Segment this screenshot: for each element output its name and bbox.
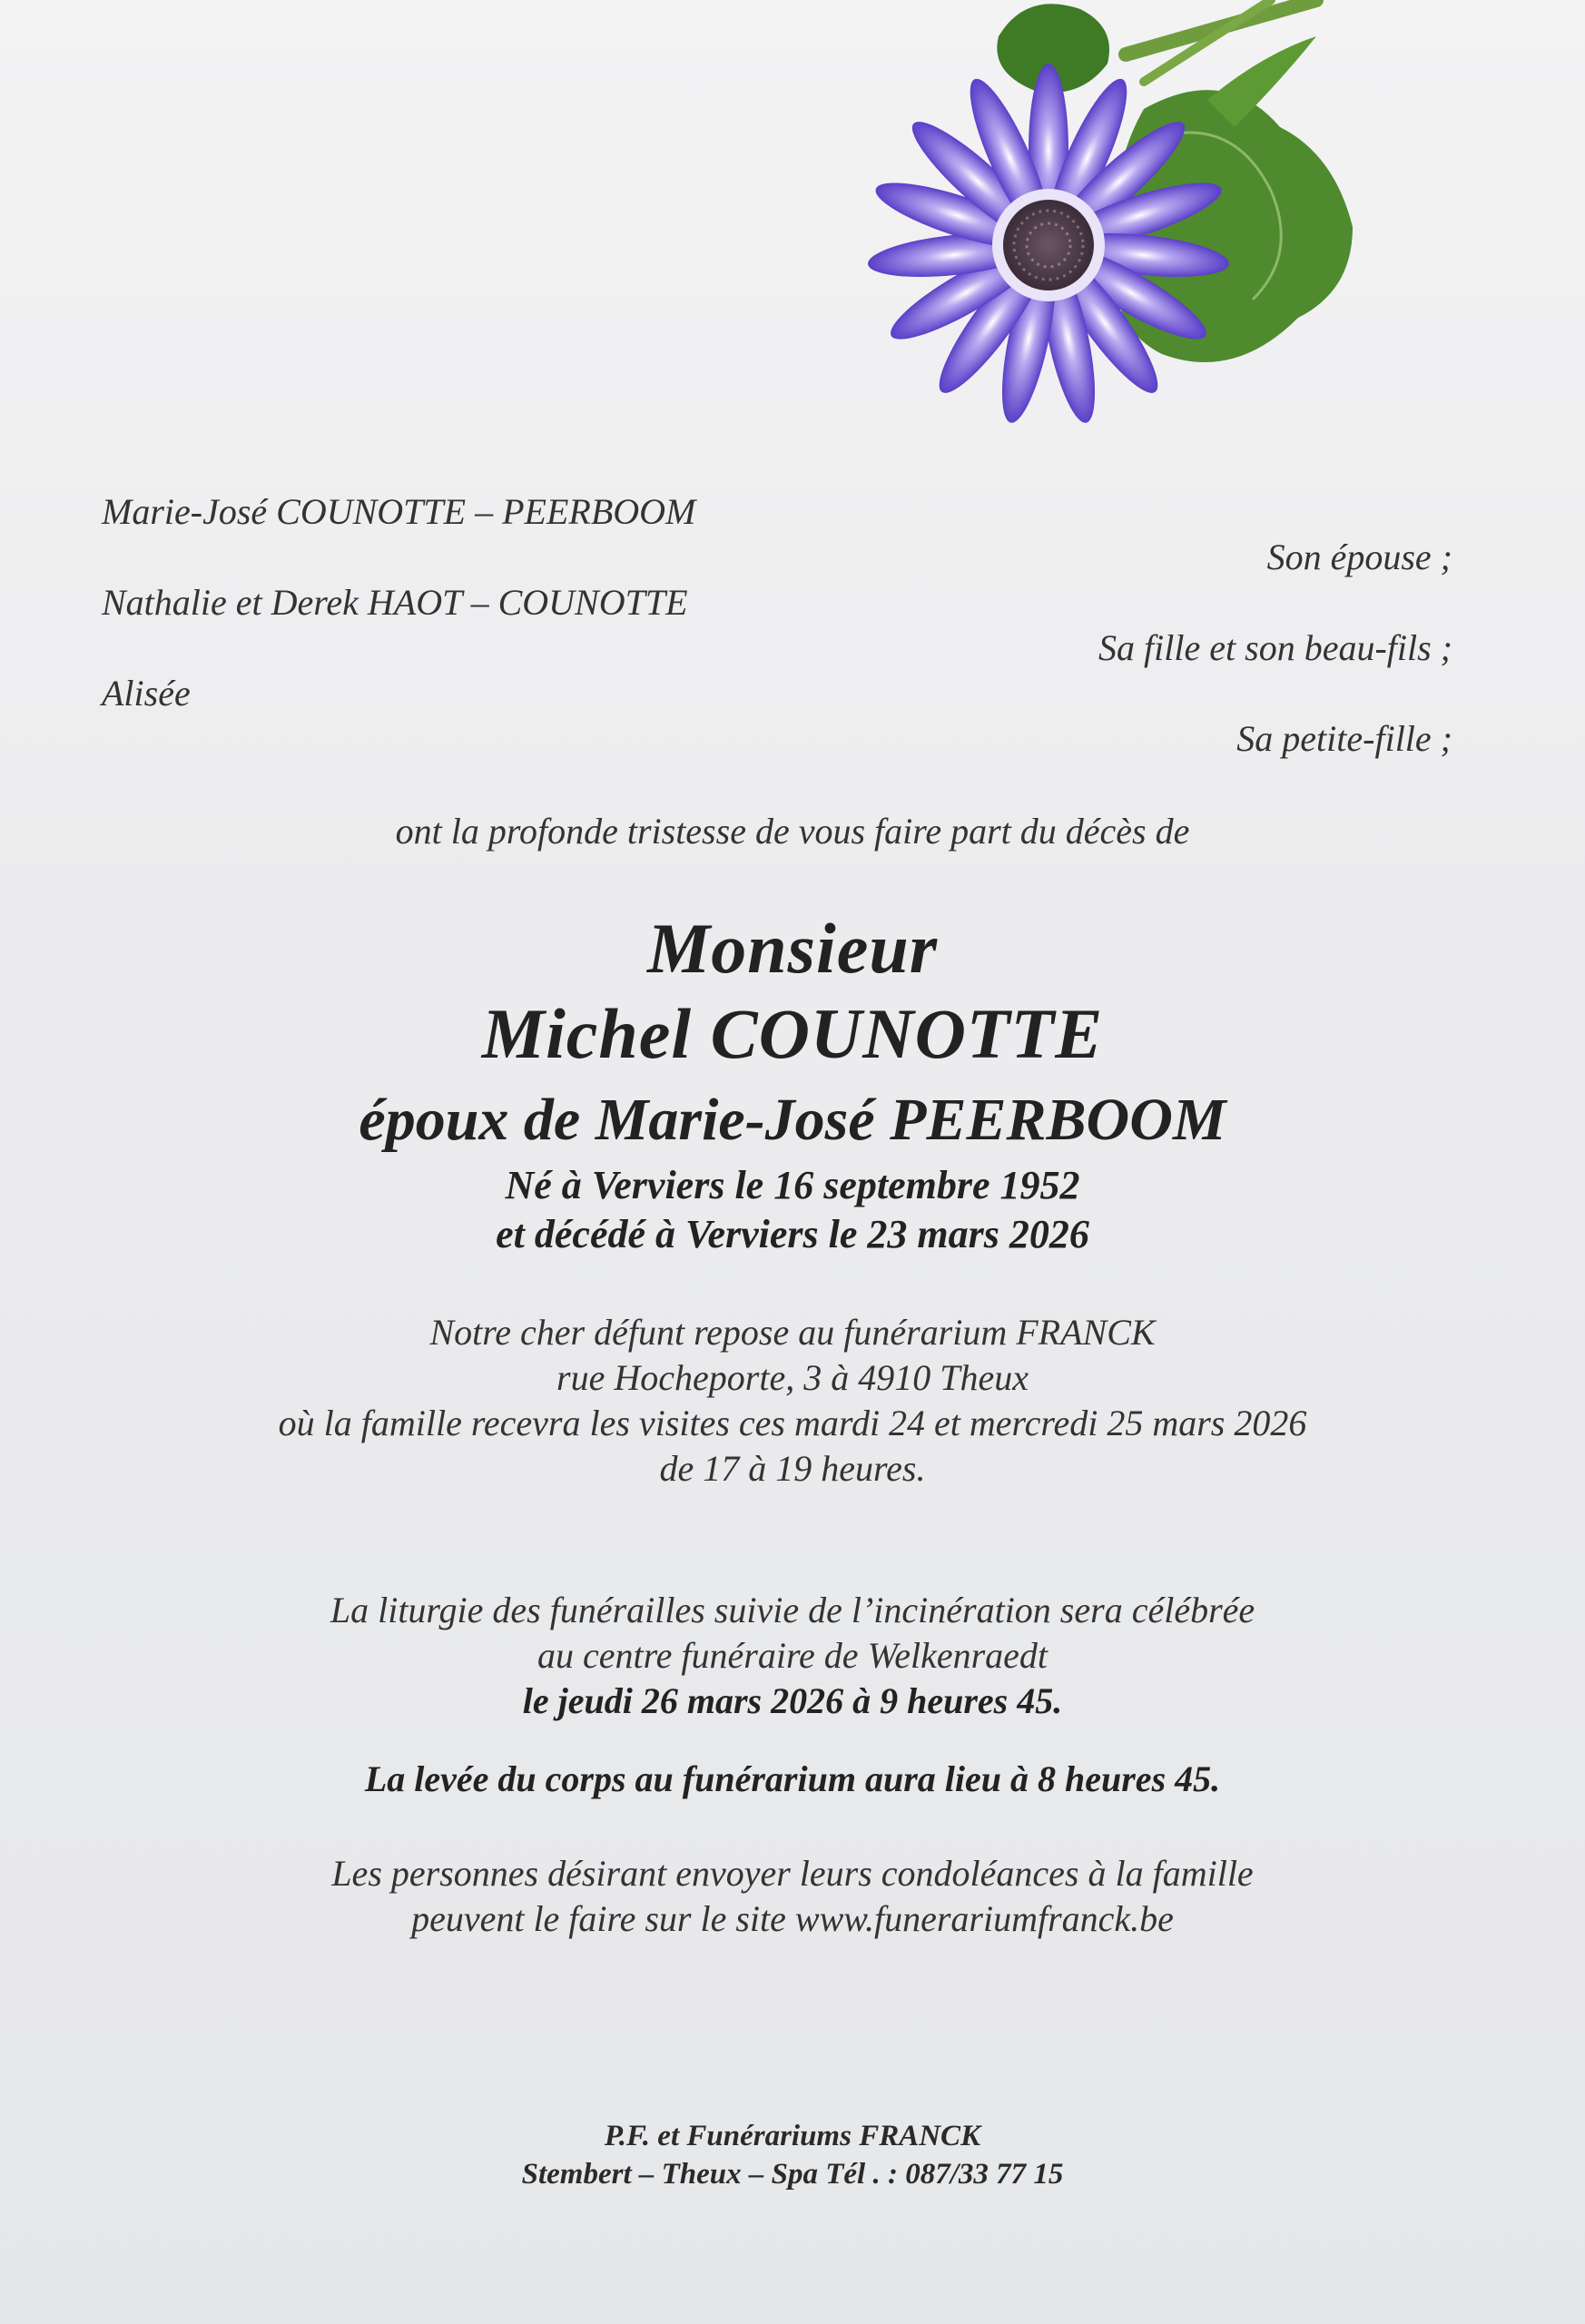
visitation-line: rue Hocheporte, 3 à 4910 Theux <box>556 1357 1029 1398</box>
ceremony-line: La liturgie des funérailles suivie de l’incinération sera célébrée <box>330 1590 1255 1630</box>
ceremony-line: au centre funéraire de Welkenraedt <box>537 1635 1048 1676</box>
flower-icon <box>844 0 1389 472</box>
visitation-line: Notre cher défunt repose au funérarium FRANCK <box>429 1312 1156 1353</box>
family-member-relation: Son épouse ; <box>1266 537 1452 577</box>
announcement-intro: ont la profonde tristesse de vous faire part du décès de <box>395 811 1190 852</box>
visitation-line: où la famille recevra les visites ces mardi 24 et mercredi 25 mars 2026 <box>278 1403 1307 1443</box>
funeral-contact: Stembert – Theux – Spa Tél . : 087/33 77 15 <box>521 2158 1064 2191</box>
visitation-line: de 17 à 19 heures. <box>659 1448 926 1489</box>
family-member-relation: Sa fille et son beau-fils ; <box>1098 627 1452 668</box>
deceased-name: Michel COUNOTTE <box>481 994 1104 1073</box>
departure-line: La levée du corps au funérarium aura lieu à 8 heures 45. <box>364 1758 1221 1799</box>
family-member-relation: Sa petite-fille ; <box>1236 718 1452 759</box>
condolences-line: Les personnes désirant envoyer leurs condoléances à la famille <box>331 1853 1254 1894</box>
ceremony-datetime: le jeudi 26 mars 2026 à 9 heures 45. <box>522 1680 1063 1721</box>
spouse-line: époux de Marie-José PEERBOOM <box>359 1087 1226 1153</box>
condolences-line: peuvent le faire sur le site www.funerariumfranck.be <box>411 1898 1174 1939</box>
family-member-name: Alisée <box>102 673 191 714</box>
family-member-name: Nathalie et Derek HAOT – COUNOTTE <box>102 582 688 623</box>
deceased-title: Monsieur <box>646 909 939 988</box>
birth-line: Né à Verviers le 16 septembre 1952 <box>505 1163 1080 1207</box>
family-member-name: Marie-José COUNOTTE – PEERBOOM <box>102 491 696 532</box>
death-line: et décédé à Verviers le 23 mars 2026 <box>496 1212 1089 1256</box>
funeral-company: P.F. et Funérariums FRANCK <box>604 2120 981 2152</box>
